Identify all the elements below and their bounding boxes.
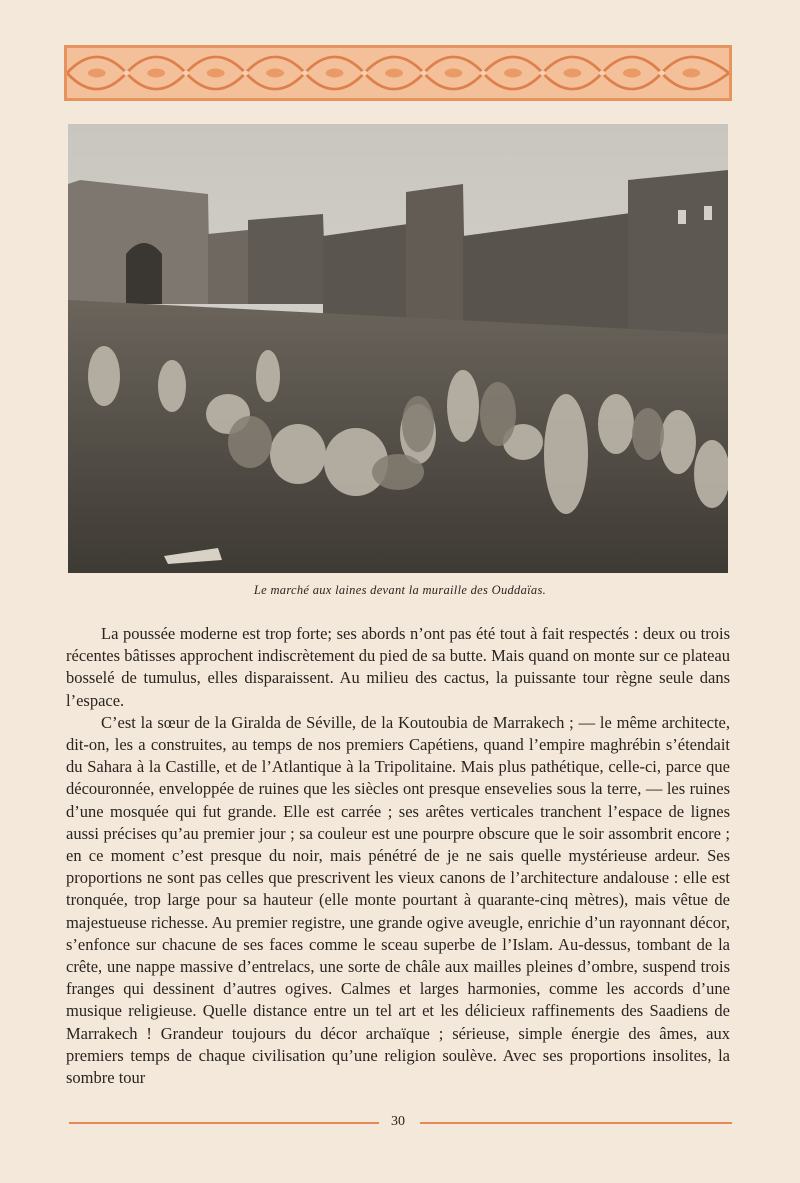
- footer-rule-right: [420, 1122, 732, 1124]
- page-number: 30: [391, 1114, 405, 1129]
- footer-rule-left: [69, 1122, 379, 1124]
- market-photograph: [68, 124, 728, 573]
- paragraph: C’est la sœur de la Giralda de Séville, de la Koutoubia de Marrakech ; — le même architecte, dit-on, les a construites, au temps de nos premiers Capétiens, quand l’empire maghrébin s’étendait du Sahara à la Castille, et de l’Atlantique à la Tripolitaine. Mais plus pathétique, celle-ci, parce que découronnée, enveloppée de ruines que les siècles ont presque ensevelies sous la terre, — les ruines d’une mosquée qui fut grande. Elle est carrée ; ses arêtes verticales tranchent l’espace de lignes aussi précises qu’au premier jour ; sa couleur est une pourpre obscure que le soir assombrit encore ; en ce moment c’est presque du noir, mais pénétré de je ne sais quelle mystérieuse ardeur. Ses proportions ne sont pas celles que prescrivent les vieux canons de l’architecture andalouse : elle est tronquée, trop large pour sa hauteur (elle monte pourtant à quarante-cinq mètres), mais vêtue de majestueuse richesse. Au premier registre, une grande ogive aveugle, enrichie d’un rayonnant décor, s’enfonce sur chacune de ses faces comme le sceau superbe de l’Islam. Au-dessus, tombant de la crête, une nappe massive d’entrelacs, une sorte de châle aux mailles pleines d’ombre, suspend trois franges qui dessinent d’autres ogives. Calmes et larges harmonies, comme les accords d’une musique religieuse. Quelle distance entre un tel art et les délicieux raffinements des Saadiens de Marrakech ! Grandeur toujours du décor archaïque ; sérieuse, simple énergie des âmes, aux premiers temps de chaque civilisation qu’une religion soulève. Avec ses proportions insolites, la sombre tour: [66, 712, 730, 1088]
- paragraph: La poussée moderne est trop forte; ses abords n’ont pas été tout à fait respectés : deux ou trois récentes bâtisses approchent indiscrètement du pied de sa butte. Mais quand on monte sur ce plateau bosselé de tumulus, elles disparaissent. Au milieu des cactus, la puissante tour règne seule dans l’espace.: [66, 624, 730, 710]
- decorative-header-band: [64, 45, 732, 101]
- photo-caption: Le marché aux laines devant la muraille des Ouddaïas.: [253, 583, 547, 597]
- arabesque-ornament-icon: [67, 48, 729, 98]
- body-text: [66, 623, 730, 1089]
